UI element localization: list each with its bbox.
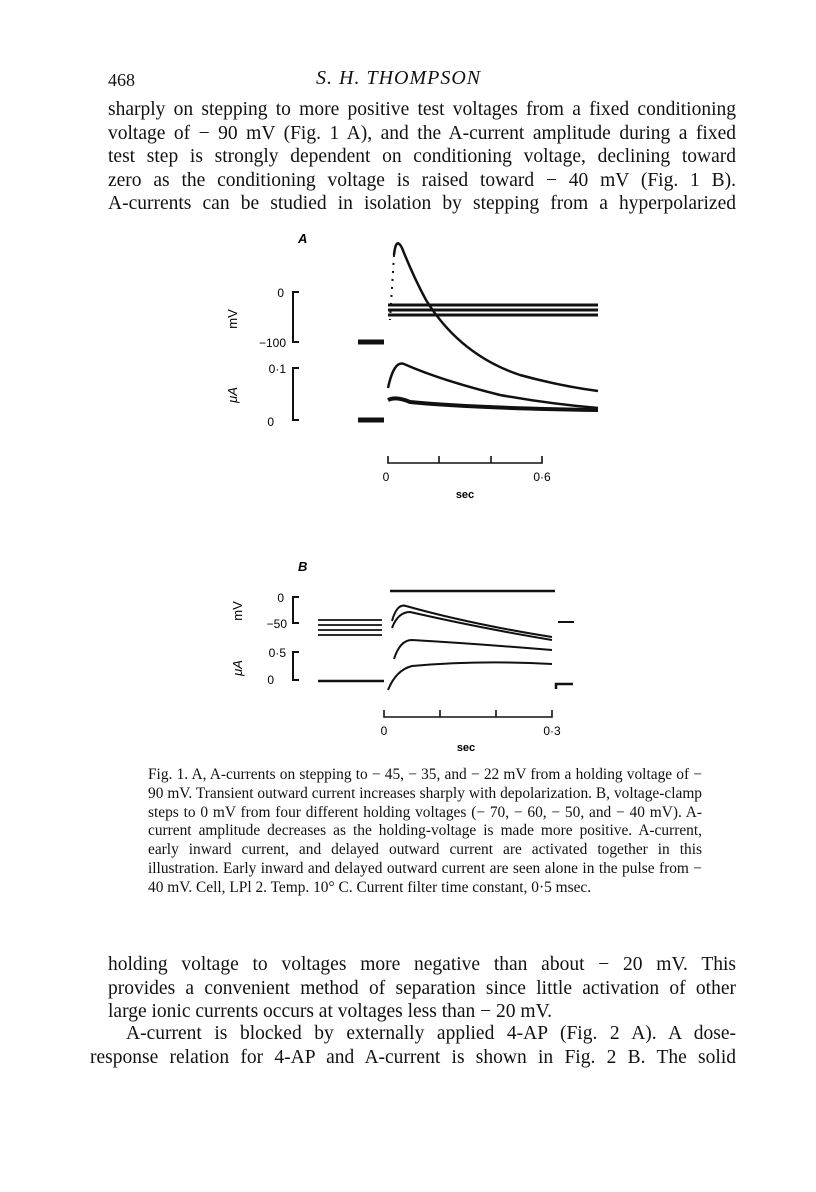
current-unit-label: μA: [230, 660, 245, 676]
time-scale-bar: [388, 456, 542, 463]
time-tick-0: 0: [380, 724, 388, 738]
text-line: test step is strongly dependent on conditioning voltage, declining toward: [108, 146, 736, 168]
paragraph-middle: [108, 953, 736, 1024]
time-scale-bar: [384, 710, 552, 717]
text-line: provides a convenient method of separation since little activation of other: [108, 977, 736, 999]
voltage-scale-bar: [293, 292, 299, 342]
current-tick-0-5: 0·5: [268, 646, 286, 660]
text-line: response relation for 4-AP and A-current is shown in Fig. 2 B. The solid: [90, 1046, 736, 1068]
current-tick-0: 0: [267, 415, 274, 429]
current-trace-4: [388, 662, 552, 690]
voltage-unit-label: mV: [230, 601, 245, 621]
voltage-tick-minus50: −50: [266, 617, 287, 631]
panel-b: [230, 559, 574, 754]
figure-caption: Fig. 1. A, A-currents on stepping to − 45, − 35, and − 22 mV from a holding voltage of − 90 mV. Transient outward current increases sharply with depolarization. B, voltage-clamp steps to 0 mV from four different holding voltages (− 70, − 60, − 50, and − 40 mV). A-current amplitude decreases as the holding-voltage is made more positive. A-current, early inward current, and delayed outward current are activated together in this illustration. Early inward and delayed outward current are seen alone in the pulse from − 40 mV. Cell, LPl 2. Temp. 10° C. Current filter time constant, 0·5 msec.: [148, 766, 702, 896]
current-trace-2: [392, 612, 552, 640]
panel-a: [225, 231, 598, 501]
time-unit-label: sec: [455, 489, 475, 501]
text-line: voltage of − 90 mV (Fig. 1 A), and the A-current amplitude during a fixed: [108, 122, 736, 144]
text-line: zero as the conditioning voltage is raised toward − 40 mV (Fig. 1 B).: [108, 169, 736, 191]
panel-a-label: A: [298, 231, 308, 246]
voltage-unit-label: mV: [225, 309, 240, 329]
voltage-tick-minus100: −100: [258, 336, 286, 350]
text-line: A-current is blocked by externally applied 4-AP (Fig. 2 A). A dose-: [126, 1023, 736, 1044]
running-title: S. H. THOMPSON: [316, 67, 482, 89]
voltage-tick-0: 0: [277, 591, 284, 605]
current-scale-bar: [293, 652, 299, 680]
text-line: A-currents can be studied in isolation by stepping from a hyperpolarized: [108, 193, 736, 215]
current-tick-0: 0: [267, 673, 274, 687]
time-tick-0: 0: [382, 470, 390, 484]
current-trace-1: [392, 606, 552, 637]
current-trace-3: [394, 640, 552, 659]
voltage-tick-0: 0: [277, 286, 284, 300]
return-current-trace: [556, 684, 573, 689]
page-number: 468: [108, 70, 135, 90]
paragraph-bottom: [90, 1022, 736, 1069]
current-scale-bar: [293, 368, 299, 420]
panel-b-label: B: [298, 559, 308, 574]
text-line: large ionic currents occurs at voltages less than − 20 mV.: [108, 1001, 553, 1023]
voltage-scale-bar: [293, 597, 299, 623]
time-unit-label: sec: [456, 742, 476, 754]
text-line: sharply on stepping to more positive test voltages from a fixed conditioning: [108, 99, 736, 120]
time-tick-end: 0·6: [533, 470, 551, 484]
text-line: holding voltage to voltages more negative than about − 20 mV. This: [108, 954, 736, 975]
current-trace-large: [394, 243, 598, 391]
time-tick-end: 0·3: [543, 724, 561, 738]
current-tick-0-1: 0·1: [268, 362, 286, 376]
current-unit-label: μA: [225, 387, 240, 403]
